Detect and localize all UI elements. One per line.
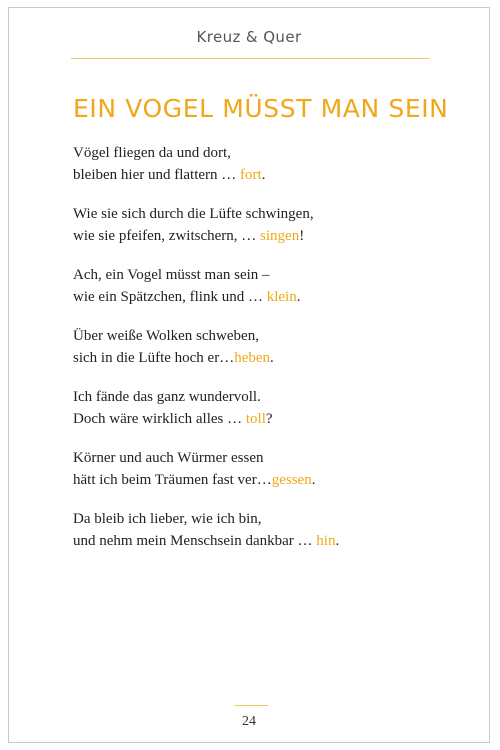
- stanza: [73, 203, 433, 247]
- poem-line: [73, 530, 433, 552]
- poem-body: [73, 142, 433, 569]
- line-text: Ich fände das ganz wundervoll.: [73, 389, 261, 405]
- stanza: [73, 325, 433, 369]
- poem-line: [73, 142, 433, 164]
- poem-line: [73, 286, 433, 308]
- page-number: 24: [242, 714, 256, 729]
- line-punctuation: .: [335, 533, 340, 549]
- line-text: sich in die Lüfte hoch er…: [73, 350, 235, 366]
- poem-line: [73, 447, 433, 469]
- line-punctuation: .: [261, 167, 266, 183]
- rhyme-word: heben: [234, 350, 271, 366]
- poem-line: [73, 325, 433, 347]
- rhyme-word: hin: [316, 533, 336, 549]
- line-punctuation: !: [299, 228, 305, 244]
- line-punctuation: .: [311, 472, 316, 488]
- rhyme-word: gessen: [271, 472, 312, 488]
- line-text: und nehm mein Menschsein dankbar …: [73, 533, 317, 549]
- line-text: wie ein Spätzchen, flink und …: [73, 289, 267, 305]
- stanza: [73, 386, 433, 430]
- poem-line: [73, 469, 433, 491]
- poem-line: [73, 203, 433, 225]
- line-text: wie sie pfeifen, zwitschern, …: [73, 228, 261, 244]
- rhyme-word: fort: [240, 167, 262, 183]
- book-page: [8, 7, 490, 743]
- line-text: bleiben hier und flattern …: [73, 167, 241, 183]
- stanza: [73, 264, 433, 308]
- poem-line: [73, 508, 433, 530]
- stanza: [73, 142, 433, 186]
- rhyme-word: klein: [266, 289, 297, 305]
- poem-line: [73, 225, 433, 247]
- stanza: [73, 447, 433, 491]
- line-text: Über weiße Wolken schweben,: [73, 328, 259, 344]
- poem-line: [73, 408, 433, 430]
- line-text: Vögel fliegen da und dort,: [73, 145, 231, 161]
- line-punctuation: .: [296, 289, 301, 305]
- header-rule: [71, 58, 429, 59]
- stanza: [73, 508, 433, 552]
- line-text: Doch wäre wirklich alles …: [73, 411, 246, 427]
- line-punctuation: ?: [265, 411, 273, 427]
- poem-line: [73, 164, 433, 186]
- poem-heading: EIN VOGEL MÜSST MAN SEIN: [73, 94, 449, 123]
- line-text: Wie sie sich durch die Lüfte schwingen,: [73, 206, 314, 222]
- poem-line: [73, 347, 433, 369]
- running-header-title: Kreuz & Quer: [196, 28, 302, 46]
- line-punctuation: .: [270, 350, 274, 366]
- line-text: Ach, ein Vogel müsst man sein –: [73, 267, 270, 283]
- rhyme-word: singen: [260, 228, 300, 244]
- rhyme-word: toll: [245, 411, 266, 427]
- footer-rule: [234, 705, 268, 706]
- line-text: Da bleib ich lieber, wie ich bin,: [73, 511, 262, 527]
- poem-line: [73, 386, 433, 408]
- poem-line: [73, 264, 433, 286]
- line-text: Körner und auch Würmer essen: [73, 450, 264, 466]
- line-text: hätt ich beim Träumen fast ver…: [73, 472, 272, 488]
